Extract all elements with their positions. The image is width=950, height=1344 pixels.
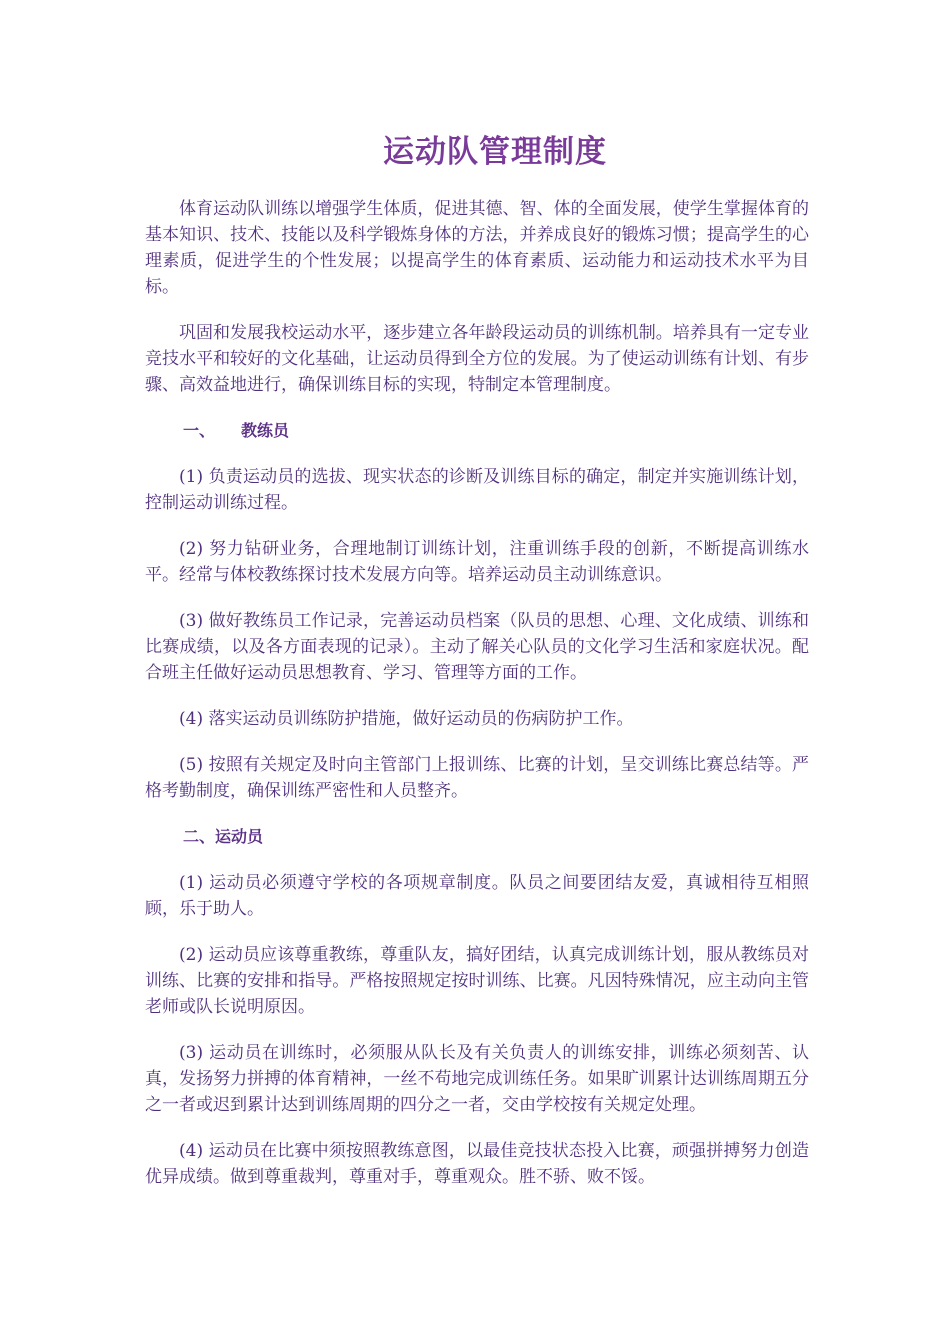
section-number: 二、 [183, 827, 216, 846]
section-number: 一、 [183, 421, 216, 440]
intro-paragraph: 巩固和发展我校运动水平，逐步建立各年龄段运动员的训练机制。培养具有一定专业竞技水平和较好的文化基础，让运动员得到全方位的发展。为了使运动训练有计划、有步骤、高效益地进行，确保训练目标的实现，特制定本管理制度。 [145, 323, 809, 395]
list-item: (5) 按照有关规定及时向主管部门上报训练、比赛的计划，呈交训练比赛总结等。严格考勤制度，确保训练严密性和人员整齐。 [145, 755, 809, 801]
list-item: (1) 负责运动员的选拔、现实状态的诊断及训练目标的确定，制定并实施训练计划，控制运动训练过程。 [145, 467, 809, 513]
section-title: 运动员 [215, 827, 264, 846]
list-item: (3) 运动员在训练时，必须服从队长及有关负责人的训练安排，训练必须刻苦、认真，发扬努力拼搏的体育精神，一丝不苟地完成训练任务。如果旷训累计达训练周期五分之一者或迟到累计达到训练周期的四分之一者，交由学校按有关规定处理。 [145, 1043, 809, 1115]
list-item: (1) 运动员必须遵守学校的各项规章制度。队员之间要团结友爱，真诚相待互相照顾，乐于助人。 [145, 873, 809, 919]
intro-paragraph: 体育运动队训练以增强学生体质，促进其德、智、体的全面发展，使学生掌握体育的基本知识、技术、技能以及科学锻炼身体的方法，并养成良好的锻炼习惯；提高学生的心理素质，促进学生的个性发展；以提高学生的体育素质、运动能力和运动技术水平为目标。 [145, 199, 809, 297]
document-title: 运动队管理制度 [383, 134, 607, 170]
section-heading-athlete [145, 824, 809, 850]
list-item: (3) 做好教练员工作记录，完善运动员档案（队员的思想、心理、文化成绩、训练和比赛成绩，以及各方面表现的记录）。主动了解关心队员的文化学习生活和家庭状况。配合班主任做好运动员思想教育、学习、管理等方面的工作。 [145, 611, 809, 683]
section-title: 教练员 [241, 421, 290, 440]
section-heading-coach [145, 418, 809, 444]
list-item: (4) 运动员在比赛中须按照教练意图，以最佳竞技状态投入比赛，顽强拼搏努力创造优异成绩。做到尊重裁判，尊重对手，尊重观众。胜不骄、败不馁。 [145, 1141, 809, 1187]
list-item: (2) 努力钻研业务，合理地制订训练计划，注重训练手段的创新，不断提高训练水平。经常与体校教练探讨技术发展方向等。培养运动员主动训练意识。 [145, 539, 809, 585]
list-item: (2) 运动员应该尊重教练，尊重队友，搞好团结，认真完成训练计划，服从教练员对训练、比赛的安排和指导。严格按照规定按时训练、比赛。凡因特殊情况，应主动向主管老师或队长说明原因。 [145, 945, 809, 1017]
list-item: (4) 落实运动员训练防护措施，做好运动员的伤病防护工作。 [179, 709, 634, 729]
document-body [145, 196, 809, 1210]
